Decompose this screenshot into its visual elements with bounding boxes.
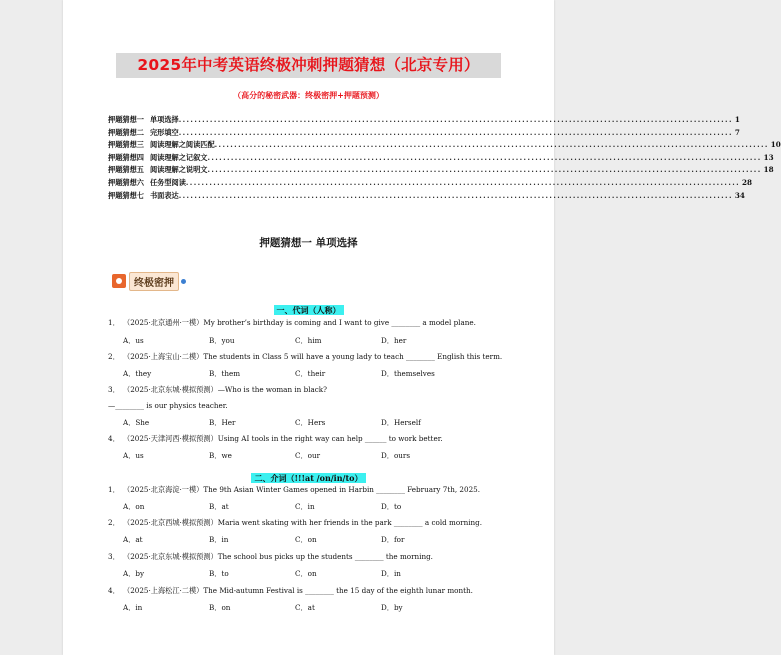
toc-page: 34: [734, 190, 745, 200]
toc-name: 阅读理解之说明文: [149, 165, 208, 175]
option[interactable]: A．they: [123, 369, 152, 378]
badge-logo-icon: [112, 274, 126, 288]
question-number: 4．: [108, 586, 120, 595]
category-heading-wrap: [63, 298, 554, 317]
option[interactable]: A．on: [123, 502, 145, 511]
question-number: 3．: [108, 552, 120, 561]
toc-entry[interactable]: [108, 152, 774, 166]
question: [108, 385, 327, 395]
option[interactable]: D．to: [381, 502, 402, 511]
toc-page: 1: [734, 115, 740, 124]
option[interactable]: A．us: [123, 451, 144, 460]
question-continuation: [108, 401, 228, 410]
option[interactable]: D．by: [381, 603, 403, 612]
question-text: （2025·上海宝山·二模）The students in Class 5 will have a young lady to teach ________ English this term.: [123, 352, 503, 361]
question-number: 2．: [108, 518, 120, 527]
toc-entry[interactable]: [108, 140, 781, 153]
option[interactable]: B．we: [209, 451, 232, 460]
toc-leader: ..............................................................................................................................................: [207, 152, 762, 162]
toc-name: 书面表达: [149, 190, 179, 200]
toc-label: 押题猜想三: [108, 140, 144, 150]
option[interactable]: D．Herself: [381, 418, 421, 427]
toc-leader: ..............................................................................................................................................: [178, 127, 733, 137]
category-heading-wrap: [63, 466, 554, 485]
toc-leader: ..............................................................................................................................................: [214, 140, 769, 150]
option[interactable]: A．at: [123, 535, 143, 544]
options-row: [123, 418, 523, 428]
option[interactable]: C．on: [295, 569, 317, 578]
toc-leader: ..............................................................................................................................................: [178, 115, 733, 124]
option[interactable]: C．our: [295, 451, 321, 460]
toc-label: 押题猜想四: [108, 152, 144, 162]
options-row: [123, 603, 523, 613]
toc-name: 阅读理解之记叙文: [149, 152, 208, 162]
section-heading: 押题猜想一 单项选择: [259, 237, 358, 249]
question-number: 1．: [108, 318, 120, 327]
option[interactable]: C．him: [295, 336, 322, 345]
toc-label: 押题猜想五: [108, 165, 144, 175]
toc-label: 押题猜想一: [108, 115, 144, 124]
toc-page: 7: [734, 127, 740, 137]
badge-dot-icon: [181, 279, 186, 284]
option[interactable]: B．you: [209, 336, 235, 345]
toc-label: 押题猜想七: [108, 190, 144, 200]
option[interactable]: C．Hers: [295, 418, 326, 427]
toc-page: 18: [763, 165, 774, 175]
question-text: —________ is our physics teacher.: [108, 401, 228, 410]
toc-entry[interactable]: [108, 190, 745, 204]
toc-name: 完形填空: [149, 127, 179, 137]
question: [108, 586, 473, 596]
option[interactable]: A．by: [123, 569, 145, 578]
option[interactable]: D．themselves: [381, 369, 435, 378]
category-heading-pronoun: 一、代词（人称）: [274, 305, 344, 315]
option[interactable]: A．She: [123, 418, 150, 427]
question-text: （2025·上海松江·二模）The Mid-autumn Festival is ________ the 15 day of the eighth lunar month.: [123, 586, 473, 595]
question-number: 2．: [108, 352, 120, 361]
option[interactable]: B．Her: [209, 418, 236, 427]
option[interactable]: C．their: [295, 369, 326, 378]
toc-entry[interactable]: [108, 127, 740, 141]
toc-entry[interactable]: [108, 178, 753, 191]
option[interactable]: C．at: [295, 603, 315, 612]
toc-entry[interactable]: [108, 165, 774, 178]
option[interactable]: B．on: [209, 603, 231, 612]
option[interactable]: D．in: [381, 569, 401, 578]
toc-leader: ..............................................................................................................................................: [207, 165, 762, 175]
question-text: （2025·北京通州·一模）My brother’s birthday is coming and I want to give ________ a model plane.: [123, 318, 476, 327]
question: [108, 552, 433, 562]
option[interactable]: B．in: [209, 535, 229, 544]
options-row: [123, 535, 523, 545]
question-number: 1．: [108, 485, 120, 494]
toc-leader: ..............................................................................................................................................: [178, 190, 733, 200]
option[interactable]: D．her: [381, 336, 407, 345]
question: [108, 352, 502, 362]
question: [108, 485, 480, 495]
option[interactable]: A．us: [123, 336, 144, 345]
toc-label: 押题猜想二: [108, 127, 144, 137]
question-text: （2025·北京西城·模拟预测）Maria went skating with her friends in the park ________ a cold morning.: [123, 518, 483, 527]
option[interactable]: B．them: [209, 369, 241, 378]
option[interactable]: C．on: [295, 535, 317, 544]
option[interactable]: C．in: [295, 502, 315, 511]
toc-page: 28: [742, 178, 753, 187]
option[interactable]: A．in: [123, 603, 143, 612]
document-subtitle: （高分的秘密武器：终极密押+押题预测）: [233, 90, 384, 100]
toc-name: 阅读理解之阅读匹配: [149, 140, 215, 150]
question: [108, 318, 476, 328]
toc-page: 10: [770, 140, 781, 150]
options-row: [123, 369, 523, 379]
question: [108, 518, 482, 528]
options-row: [123, 569, 523, 579]
toc-page: 13: [763, 152, 774, 162]
option[interactable]: B．to: [209, 569, 229, 578]
option[interactable]: D．ours: [381, 451, 411, 460]
question-text: （2025·北京海淀·一模）The 9th Asian Winter Games opened in Harbin ________ February 7th, 2025.: [123, 485, 481, 494]
badge-label: 终极密押: [129, 272, 179, 291]
toc-name: 任务型阅读: [149, 178, 186, 187]
final-prediction-badge: [112, 271, 186, 291]
document-page: [63, 0, 781, 655]
document-title: 2025年中考英语终极冲刺押题猜想（北京专用）: [116, 53, 501, 78]
toc-name: 单项选择: [149, 115, 179, 124]
option[interactable]: D．for: [381, 535, 405, 544]
question-text: （2025·北京东城·模拟预测）The school bus picks up the students ________ the morning.: [123, 552, 433, 561]
question-number: 4．: [108, 434, 120, 443]
question-number: 3．: [108, 385, 120, 394]
category-heading-preposition: 二、介词（!!!at /on/in/to）: [251, 473, 365, 483]
question: [108, 434, 443, 444]
options-row: [123, 336, 523, 346]
options-row: [123, 502, 523, 512]
toc-entry[interactable]: [108, 115, 740, 128]
question-text: （2025·天津河西·模拟预测）Using AI tools in the right way can help ______ to work better.: [123, 434, 443, 443]
toc-label: 押题猜想六: [108, 178, 144, 187]
toc-leader: ..............................................................................................................................................: [185, 178, 741, 187]
options-row: [123, 451, 523, 461]
question-text: （2025·北京东城·模拟预测）—Who is the woman in black?: [123, 385, 328, 394]
option[interactable]: B．at: [209, 502, 229, 511]
